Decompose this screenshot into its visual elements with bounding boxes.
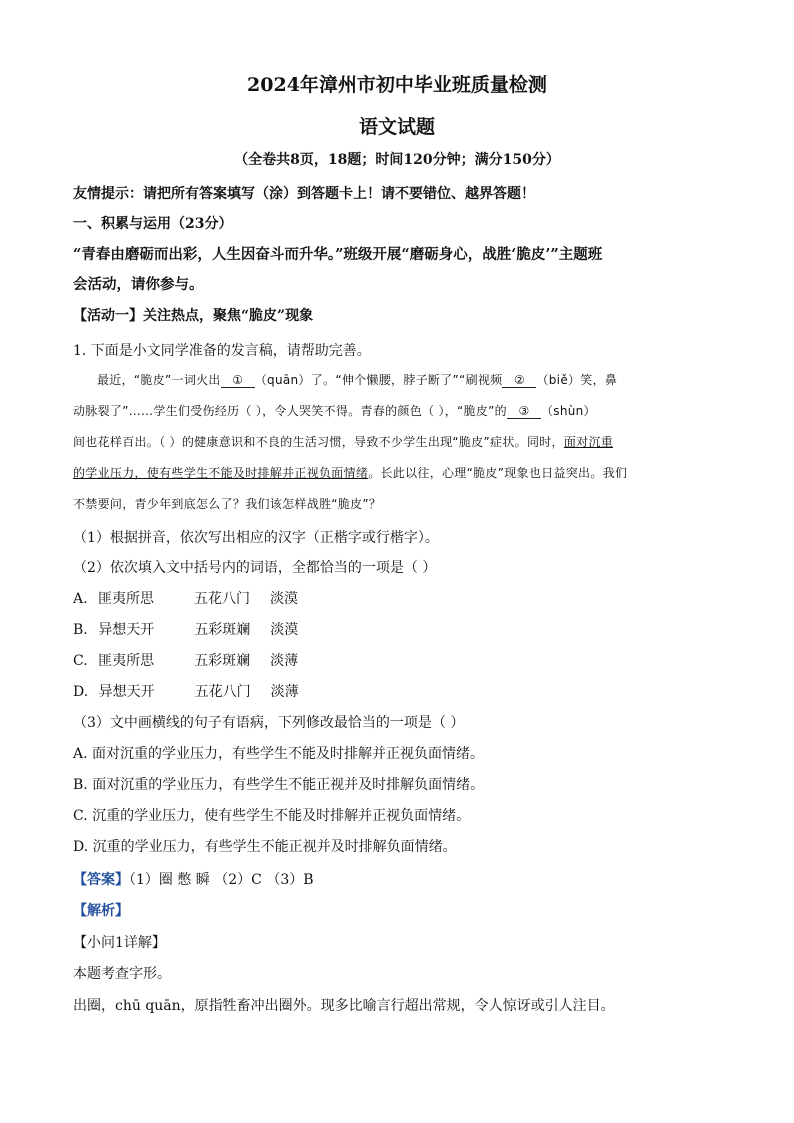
- sub-question-2: （2）依次填入文中括号内的词语，全都恰当的一项是（ ）: [73, 560, 437, 576]
- underlined-sentence: 面对沉重: [563, 435, 614, 449]
- analysis-line: [73, 900, 724, 920]
- option-d: D. 沉重的学业压力，有些学生不能正视并及时排解负面情绪。: [73, 839, 457, 855]
- option-c: C. 沉重的学业压力，使有些学生不能及时排解并正视负面情绪。: [73, 808, 471, 824]
- sub-question-3: （3）文中画横线的句子有语病，下列修改最恰当的一项是（ ）: [73, 715, 465, 731]
- passage-line-1: [73, 371, 724, 388]
- option-letter: C.: [73, 653, 88, 669]
- blank-2: ②: [502, 373, 536, 388]
- answer-tag: 【答案】: [73, 872, 129, 888]
- option-word: 淡漠: [270, 591, 299, 607]
- passage-line-5: 不禁要问，青少年到底怎么了？我们该怎样战胜“脆皮”？: [73, 497, 382, 511]
- option-a: A. 面对沉重的学业压力，有些学生不能及时排解并正视负面情绪。: [73, 746, 485, 762]
- option-word: 异想天开: [98, 622, 155, 638]
- option-d: [73, 681, 724, 701]
- passage-text: （biě）笑，鼻: [536, 373, 618, 387]
- section-heading: 一、积累与运用（23分）: [73, 216, 233, 232]
- passage-text: 。长此以往，心理“脆皮”现象也日益突出。我们: [368, 466, 628, 480]
- section-intro-line2: 会活动，请你参与。: [73, 276, 204, 293]
- blank-3: ③: [507, 404, 541, 419]
- option-letter: D.: [73, 684, 89, 700]
- activity-heading: 【活动一】关注热点，聚焦“脆皮”现象: [73, 308, 314, 324]
- analysis-subheading: 【小问1详解】: [73, 935, 166, 951]
- passage-text: （quān）了。“伸个懒腰，脖子断了”“刷视频: [254, 373, 503, 387]
- analysis-text-2: 出圈，chū quān，原指牲畜冲出圈外。现多比喻言行超出常规，令人惊讶或引人注目。: [73, 998, 615, 1014]
- passage-line-2: [73, 402, 724, 419]
- option-word: 淡薄: [270, 684, 299, 700]
- analysis-text-1: 本题考查字形。: [73, 966, 171, 982]
- option-word: 五彩斑斓: [194, 653, 251, 669]
- option-a: [73, 588, 724, 608]
- underlined-sentence: 的学业压力，使有些学生不能及时排解并正视负面情绪: [73, 466, 369, 480]
- option-b: B. 面对沉重的学业压力，有些学生不能正视并及时排解负面情绪。: [73, 777, 485, 793]
- passage-text: 最近，“脆皮”一词火出: [97, 373, 221, 387]
- option-b: [73, 619, 724, 639]
- option-word: 异想天开: [98, 684, 155, 700]
- exam-info: （全卷共8页，18题；时间120分钟；满分150分）: [234, 152, 560, 168]
- option-word: 匪夷所思: [98, 653, 155, 669]
- option-word: 五花八门: [194, 591, 251, 607]
- sub-question-1: （1）根据拼音，依次写出相应的汉字（正楷字或行楷字）。: [73, 530, 439, 546]
- option-letter: A.: [73, 591, 88, 607]
- blank-1: ①: [221, 373, 255, 388]
- answer-text: （1）圈 憋 瞬 （2）C （3）B: [129, 872, 314, 888]
- passage-text: （shùn）: [540, 404, 596, 418]
- passage-text: 动脉裂了”……学生们受伤经历（ ），令人哭笑不得。青春的颜色（ ），“脆皮”的: [73, 404, 507, 418]
- passage-text: 间也花样百出。（ ）的健康意识和不良的生活习惯，导致不少学生出现“脆皮”症状。同时，: [73, 435, 564, 449]
- friendly-tip: 友情提示：请把所有答案填写（涂）到答题卡上！请不要错位、越界答题！: [73, 186, 535, 202]
- option-letter: B.: [73, 622, 88, 638]
- option-word: 淡薄: [270, 653, 299, 669]
- option-word: 淡漠: [270, 622, 299, 638]
- subject-title: 语文试题: [358, 116, 435, 138]
- option-word: 五彩斑斓: [194, 622, 251, 638]
- passage-line-3: [73, 433, 724, 450]
- option-word: 匪夷所思: [98, 591, 155, 607]
- analysis-tag: 【解析】: [73, 903, 129, 919]
- option-c: [73, 650, 724, 670]
- exam-title: 2024年漳州市初中毕业班质量检测: [247, 74, 547, 96]
- passage-line-4: [73, 464, 724, 481]
- answer-line: [73, 869, 724, 889]
- section-intro-line1: “青春由磨砺而出彩，人生因奋斗而升华。”班级开展“磨砺身心，战胜‘脆皮’”主题班: [73, 246, 603, 263]
- question-stem: 1. 下面是小文同学准备的发言稿，请帮助完善。: [73, 343, 371, 359]
- option-word: 五花八门: [194, 684, 251, 700]
